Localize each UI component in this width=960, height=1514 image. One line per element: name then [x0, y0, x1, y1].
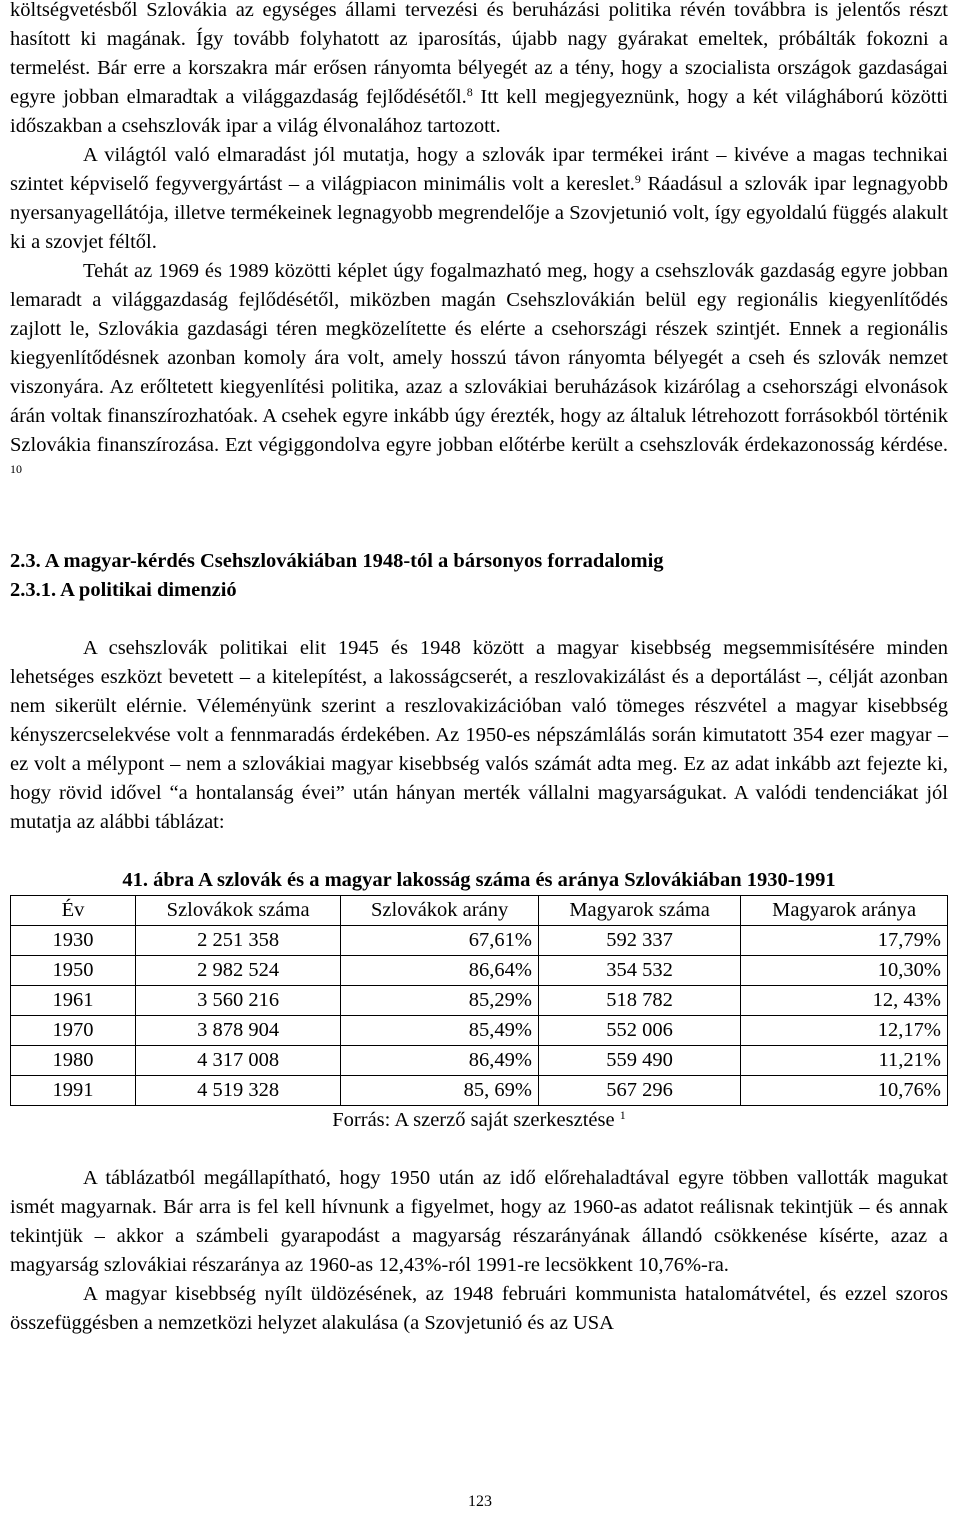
table-row: [11, 986, 948, 1016]
table-source: Forrás: A szerző saját szerkesztése $^1$: [332, 1108, 626, 1131]
cell-hungarian-count: 567 296: [539, 1076, 741, 1106]
paragraph-economy-1: költségvetésből Szlovákia az egységes állami tervezési és beruházási politika révén továbbra is jelentős részt hasított ki magának. Így tovább folyhatott az iparosítás, újabb nagy gyárakat emeltek, próbálták fokozni a termelést. Bár erre a korszakra már erősen rányomta bélyegét az a tény, hogy a szocialista országok gazdaságai egyre jobban elmaradtak a világgazdaság fejlődésétől.$^8$ Itt kell megjegyeznünk, hogy a két világháború közötti időszakban a csehszlovák ipar a világ élvonalához tartozott.: [10, 0, 948, 137]
cell-slovak-ratio: 85, 69%: [341, 1076, 539, 1106]
cell-hungarian-count: 592 337: [539, 926, 741, 956]
cell-slovak-count: 2 251 358: [136, 926, 341, 956]
cell-year: 1961: [11, 986, 136, 1016]
cell-hungarian-ratio: 12, 43%: [741, 986, 948, 1016]
cell-hungarian-ratio: 11,21%: [741, 1046, 948, 1076]
section-heading: 2.3. A magyar-kérdés Csehszlovákiában 1948-tól a bársonyos forradalomig: [10, 550, 664, 572]
table-row: [11, 1016, 948, 1046]
cell-year: 1991: [11, 1076, 136, 1106]
cell-slovak-count: 4 317 008: [136, 1046, 341, 1076]
cell-slovak-ratio: 85,29%: [341, 986, 539, 1016]
cell-year: 1930: [11, 926, 136, 956]
table-row: [11, 1046, 948, 1076]
cell-hungarian-count: 559 490: [539, 1046, 741, 1076]
footnote-ref-10[interactable]: 10: [10, 462, 22, 476]
footnote-ref-9[interactable]: 9: [634, 172, 641, 186]
table-title: 41. ábra A szlovák és a magyar lakosság száma és aránya Szlovákiában 1930-1991: [122, 869, 836, 891]
population-table: [10, 895, 948, 1106]
header-hungarian-count: Magyarok száma: [539, 896, 741, 926]
cell-slovak-count: 3 560 216: [136, 986, 341, 1016]
cell-slovak-count: 2 982 524: [136, 956, 341, 986]
header-slovak-count: Szlovákok száma: [136, 896, 341, 926]
cell-year: 1980: [11, 1046, 136, 1076]
paragraph-politics: A csehszlovák politikai elit 1945 és 1948 között a magyar kisebbség megsemmisítésére minden lehetséges eszközt bevetett – a kitelepítést, a lakosságcserét, a reszlovakizálást és a deportálást –, célját azonban nem sikerült elérnie. Véleményünk szerint a reszlovakizációban való tömeges részvétel a magyar kisebbség kényszercselekvése volt a fennmaradás érdekében. Az 1950-es népszámlálás során kimutatott 354 ezer magyar – ez volt a mélypont – nem a szlovákiai magyar kisebbség valós számát adta meg. Ez az adat inkább azt fejezte ki, hogy rövid idővel “a hontalanság évei” után hányan merték vállalni magyarságukat. A valódi tendenciákat jól mutatja az alábbi táblázat:: [10, 637, 948, 833]
cell-hungarian-ratio: 12,17%: [741, 1016, 948, 1046]
table-row: [11, 956, 948, 986]
page-number: 123: [468, 1493, 492, 1510]
paragraph-analysis: A táblázatból megállapítható, hogy 1950 után az idő előrehaladtával egyre többen vallották magukat ismét magyarnak. Bár arra is fel kell hívnunk a figyelmet, hogy az 1960-as adatot reálisnak tekintjük – és annak tekintjük – akkor a számbeli gyarapodást a magyarság részarányának állandó csökkenése kísérte, azaz a magyarság szlovákiai részaránya az 1960-as 12,43%-ról 1991-re lecsökkent 10,76%-ra.: [10, 1167, 948, 1276]
paragraph-persecution: A magyar kisebbség nyílt üldözésének, az 1948 februári kommunista hatalomátvétel, és ezzel szoros összefüggésben a nemzetközi helyzet alakulása (a Szovjetunió és az USA: [10, 1283, 948, 1334]
cell-slovak-ratio: 86,49%: [341, 1046, 539, 1076]
header-slovak-ratio: Szlovákok arány: [341, 896, 539, 926]
cell-year: 1970: [11, 1016, 136, 1046]
cell-slovak-ratio: 86,64%: [341, 956, 539, 986]
cell-hungarian-count: 518 782: [539, 986, 741, 1016]
cell-slovak-count: 3 878 904: [136, 1016, 341, 1046]
cell-hungarian-count: 354 532: [539, 956, 741, 986]
cell-year: 1950: [11, 956, 136, 986]
footnote-ref-8[interactable]: 8: [466, 85, 473, 99]
paragraph-economy-3: Tehát az 1969 és 1989 közötti képlet úgy fogalmazható meg, hogy a csehszlovák gazdaság egyre jobban lemaradt a világgazdaság fejlődésétől, miközben magán Csehszlovákián belül egy regionális kiegyenlítődés zajlott le, Szlovákia gazdasági téren megközelítette és elérte a csehországi részek szintjét. Ennek a regionális kiegyenlítődésnek azonban komoly ára volt, amely hosszú távon rányomta bélyegét a cseh és szlovák nemzet viszonyára. Az erőltetett kiegyenlítési politika, azaz a szlovákiai beruházások kizárólag a csehországi elvonások árán voltak finanszírozhatóak. A csehek egyre inkább úgy érezték, hogy az általuk létrehozott forrásokból történik Szlovákia finanszírozása. Ezt végiggondolva egyre jobban előtérbe került a csehszlovák érdekazonosság kérdése. $^{10}$: [10, 260, 948, 476]
footnote-ref-1[interactable]: 1: [619, 1108, 626, 1122]
cell-hungarian-count: 552 006: [539, 1016, 741, 1046]
cell-hungarian-ratio: 17,79%: [741, 926, 948, 956]
cell-slovak-ratio: 67,61%: [341, 926, 539, 956]
header-year: Év: [11, 896, 136, 926]
cell-hungarian-ratio: 10,76%: [741, 1076, 948, 1106]
paragraph-economy-2: A világtól való elmaradást jól mutatja, hogy a szlovák ipar termékei iránt – kivéve a magas technikai szintet képviselő fegyvergyártást – a világpiacon minimális volt a kereslet.$^9$ Ráadásul a szlovák ipar legnagyobb nyersanyagellátója, illetve termékeinek legnagyobb megrendelője a Szovjetunió volt, így egyoldalú függés alakult ki a szovjet féltől.: [10, 144, 948, 253]
header-hungarian-ratio: Magyarok aránya: [741, 896, 948, 926]
subsection-heading: 2.3.1. A politikai dimenzió: [10, 579, 237, 601]
table-row: [11, 1076, 948, 1106]
cell-slovak-count: 4 519 328: [136, 1076, 341, 1106]
cell-slovak-ratio: 85,49%: [341, 1016, 539, 1046]
table-row: [11, 926, 948, 956]
cell-hungarian-ratio: 10,30%: [741, 956, 948, 986]
table-header-row: [11, 896, 948, 926]
document-page: [10, 0, 948, 1338]
